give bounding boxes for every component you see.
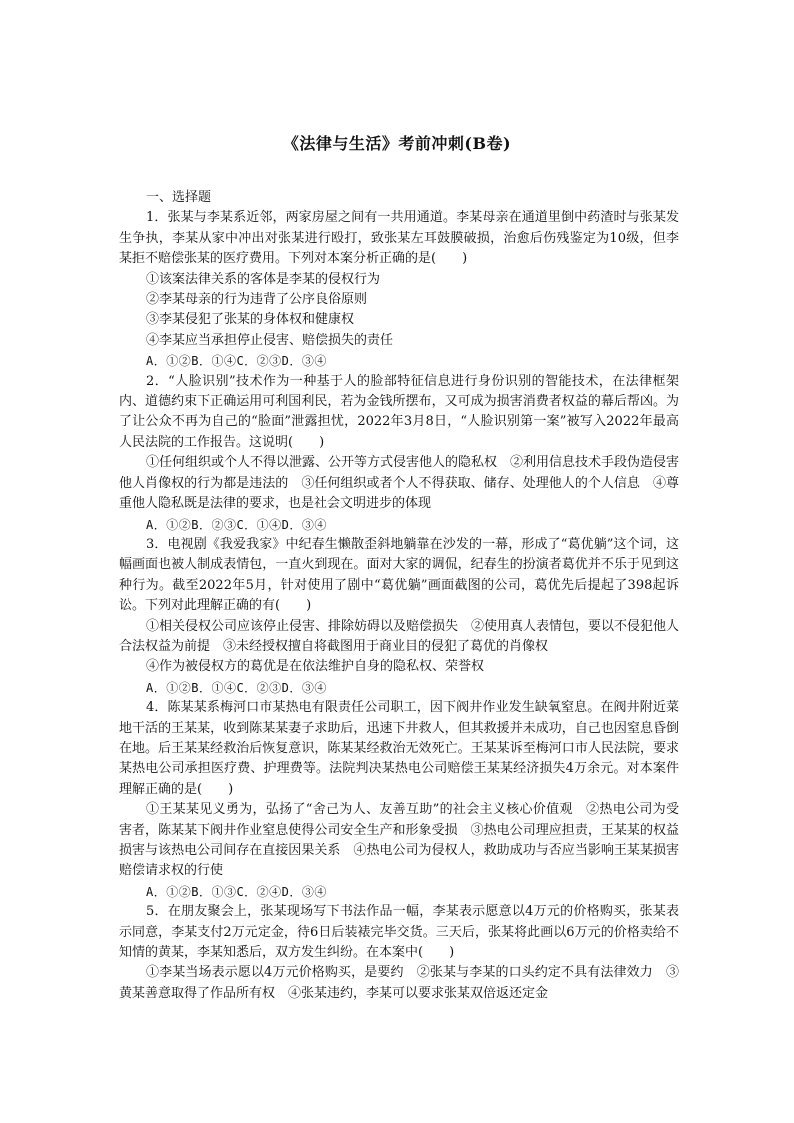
- answer-choices: A．①②B．①③C．②④D．③④: [146, 884, 327, 899]
- question-stem: 5．在朋友聚会上，张某现场写下书法作品一幅，李某表示愿意以4万元的价格购买，张某表示同意，李某支付2万元定金，待6日后装裱完毕交货。三天后，张某将此画以6万元的价格卖给不知情的黄某，李某知悉后，双方发生纠纷。在本案中( ): [119, 904, 679, 961]
- answer-choices: A．①②B．②③C．①④D．③④: [146, 517, 327, 532]
- document-title: 《法律与生活》考前冲刺(B卷): [282, 134, 512, 153]
- question-option: ①任何组织或个人不得以泄露、公开等方式侵害他人的隐私权 ②利用信息技术手段伪造侵害他人肖像权的行为都是违法的 ③任何组织或者个人不得获取、储存、处理他人的个人信息 ④尊重他人隐私既是法律的要求，也是社会文明进步的体现: [119, 455, 680, 512]
- question-option: ④作为被侵权方的葛优是在依法维护自身的隐私权、荣誉权: [146, 659, 485, 675]
- question-5: [119, 902, 679, 1004]
- answer-choices: A．①②B．①④C．②③D．③④: [146, 680, 327, 695]
- question-4: [119, 698, 679, 902]
- answer-choices: A．①②B．①④C．②③D．③④: [146, 354, 327, 369]
- document-body: [119, 188, 679, 1004]
- question-option: ①王某某见义勇为，弘扬了“舍己为人、友善互助”的社会主义核心价值观 ②热电公司为受害者，陈某某下阀井作业窒息使得公司安全生产和形象受损 ③热电公司理应担责，王某某的权益损害与该热电公司间存在直接因果关系 ④热电公司为侵权人，救助成功与否应当影响王某某损害赔偿请求权的行使: [119, 802, 679, 879]
- question-option: ①相关侵权公司应该停止侵害、排除妨碍以及赔偿损失 ②使用真人表情包，要以不侵犯他人合法权益为前提 ③未经授权擅自将截图用于商业目的侵犯了葛优的肖像权: [119, 618, 680, 654]
- question-option: ①该案法律关系的客体是李某的侵权行为: [146, 271, 381, 287]
- question-stem: 1．张某与李某系近邻，两家房屋之间有一共用通道。李某母亲在通道里倒中药渣时与张某发生争执，李某从家中冲出对张某进行殴打，致张某左耳鼓膜破损，治愈后伤残鉴定为10级，但李某拒不赔偿张某的医疗费用。下列对本案分析正确的是( ): [119, 210, 679, 267]
- question-option: ②李某母亲的行为违背了公序良俗原则: [146, 292, 368, 308]
- question-option: ③李某侵犯了张某的身体权和健康权: [146, 312, 355, 328]
- question-option: ④李某应当承担停止侵害、赔偿损失的责任: [146, 332, 394, 348]
- question-1: [119, 208, 679, 371]
- question-stem: 2．“人脸识别”技术作为一种基于人的脸部特征信息进行身份识别的智能技术，在法律框架内、道德约束下正确运用可利国利民，若为金钱所摆布，又可成为损害消费者权益的幕后帮凶。为了让公众不再为自己的“脸面”泄露担忧，2022年3月8日，“人脸识别第一案”被写入2022年最高人民法院的工作报告。这说明( ): [119, 373, 679, 450]
- question-stem: 4．陈某某系梅河口市某热电有限责任公司职工，因下阀井作业发生缺氧窒息。在阀井附近菜地干活的王某某，收到陈某某妻子求助后，迅速下井救人，但其救援并未成功，自己也因窒息昏倒在地。后王某某经救治后恢复意识，陈某某经救治无效死亡。王某某诉至梅河口市人民法院，要求某热电公司承担医疗费、护理费等。法院判决某热电公司赔偿王某某经济损失4万余元。对本案件理解正确的是( ): [119, 700, 679, 797]
- question-3: [119, 535, 679, 698]
- question-stem: 3．电视剧《我爱我家》中纪春生懒散歪斜地躺靠在沙发的一幕，形成了“葛优躺”这个词，这幅画面也被人制成表情包，一直火到现在。面对大家的调侃，纪春生的扮演者葛优并不乐于见到这种行为。截至2022年5月，针对使用了剧中“葛优躺”画面截图的公司，葛优先后提起了398起诉讼。下列对此理解正确的有( ): [119, 536, 679, 614]
- section-heading: 一、选择题: [146, 190, 212, 205]
- question-2: [119, 372, 679, 535]
- question-option: ①李某当场表示愿以4万元价格购买，是要约 ②张某与李某的口头约定不具有法律效力 ③黄某善意取得了作品所有权 ④张某违约，李某可以要求张某双倍返还定金: [119, 965, 679, 1001]
